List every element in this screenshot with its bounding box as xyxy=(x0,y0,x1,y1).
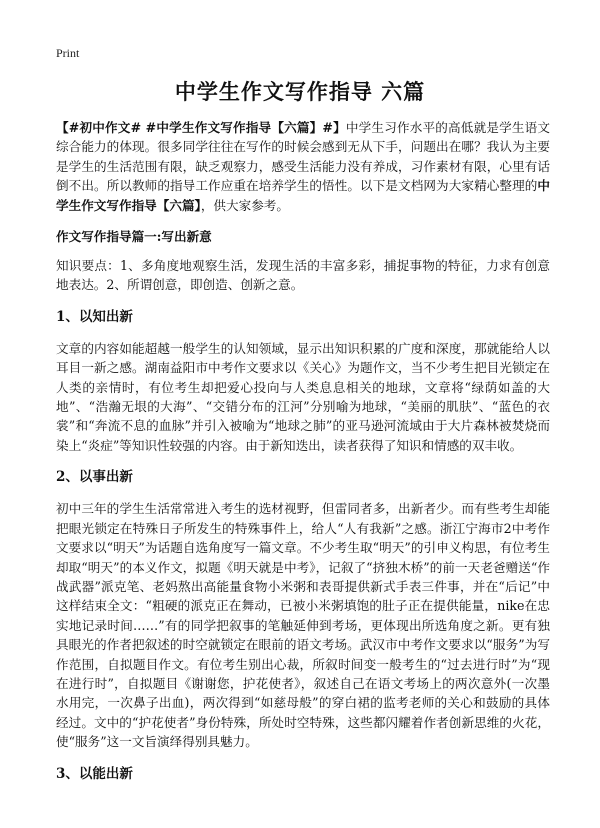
intro-text-2: ，供大家参考。 xyxy=(200,197,289,213)
intro-paragraph xyxy=(56,118,550,215)
intro-text-1: 中学生习作水平的高低就是学生语文综合能力的体现。很多同学往往在写作的时候会感到无从下手，问题出在哪？我认为主要是学生的生活范围有限，缺乏观察力，感受生活能力没有养成，习作素材有限，心里有话倒不出。所以教师的指导工作应重在培养学生的悟性。以下是文档网为大家精心整理的 xyxy=(56,120,551,194)
intro-tags: 【#初中作文# #中学生作文写作指导【六篇】#】 xyxy=(56,120,346,135)
heading-3: 3、以能出新 xyxy=(56,765,133,782)
intro-bold-phrase: 中学生作文写作指导【六篇】 xyxy=(56,178,550,213)
section-title: 作文写作指导篇一:写出新意 xyxy=(56,229,212,245)
heading-1: 1、以知出新 xyxy=(56,308,133,325)
document-title: 中学生作文写作指导 六篇 xyxy=(174,79,426,104)
knowledge-points: 知识要点：1、多角度地观察生活，发现生活的丰富多彩，捕捉事物的特征，力求有创意地表达。2、所谓创意，即创造、创新之意。 xyxy=(56,258,550,293)
document-body xyxy=(56,118,550,796)
paragraph-2: 初中三年的学生生活常常进入考生的选材视野，但雷同者多，出新者少。而有些考生却能把眼光锁定在特殊日子所发生的特殊事件上，给人“人有我新”之感。浙江宁海市2中考作文要求以“明天”为话题自选角度写一篇文章。不少考生取“明天”的引申义构思，有位考生却取“明天”的本义作文，拟题《明天就是中考》，记叙了“挤独木桥”的前一天老爸赠送“作战武器”派克笔、老妈熬出高能量食物小米粥和表哥提供新式手表三件事，并在“后记”中这样结束全文：“粗硬的派克正在舞动，已被小米粥填饱的肚子正在提供能量，nike在忠实地记录时间……”有的同学把叙事的笔触延伸到考场，更体现出所选角度之新。更有独具眼光的作者把叙述的时空就锁定在眼前的语文考场。武汉市中考作文要求以“服务”为写作范围，自拟题目作文。有位考生别出心裁，所叙时间变一般考生的“过去进行时”为“现在进行时”，自拟题目《谢谢您，护花使者》，叙述自己在语文考场上的两次意外(一次墨水用完，一次鼻子出血)，两次得到“如慈母般”的穿白裙的监考老师的关心和鼓励的具体经过。文中的“护花使者”身份特殊，所处时空特殊，这些都闪耀着作者创新思维的火花，使“服务”这一文旨演绎得别具魅力。 xyxy=(56,501,550,750)
paragraph-1: 文章的内容如能超越一般学生的认知领域，显示出知识积累的广度和深度，那就能给人以耳目一新之感。湖南益阳市中考作文要求以《关心》为题作文，当不少考生把目光锁定在人类的亲情时，有位考生却把爱心投向与人类息息相关的地球，文章将“绿荫如盖的大地”、“浩瀚无垠的大海”、“交错分布的江河”分别喻为地球，“美丽的肌肤”、“蓝色的衣裳”和“奔流不息的血脉”并引入被喻为“地球之肺”的亚马逊河流域由于大片森林被焚烧而染上“炎症”等知识性较强的内容。由于新知迭出，读者获得了知识和情感的双丰收。 xyxy=(56,340,550,453)
print-label: Print xyxy=(56,46,80,60)
heading-2: 2、以事出新 xyxy=(56,469,133,486)
